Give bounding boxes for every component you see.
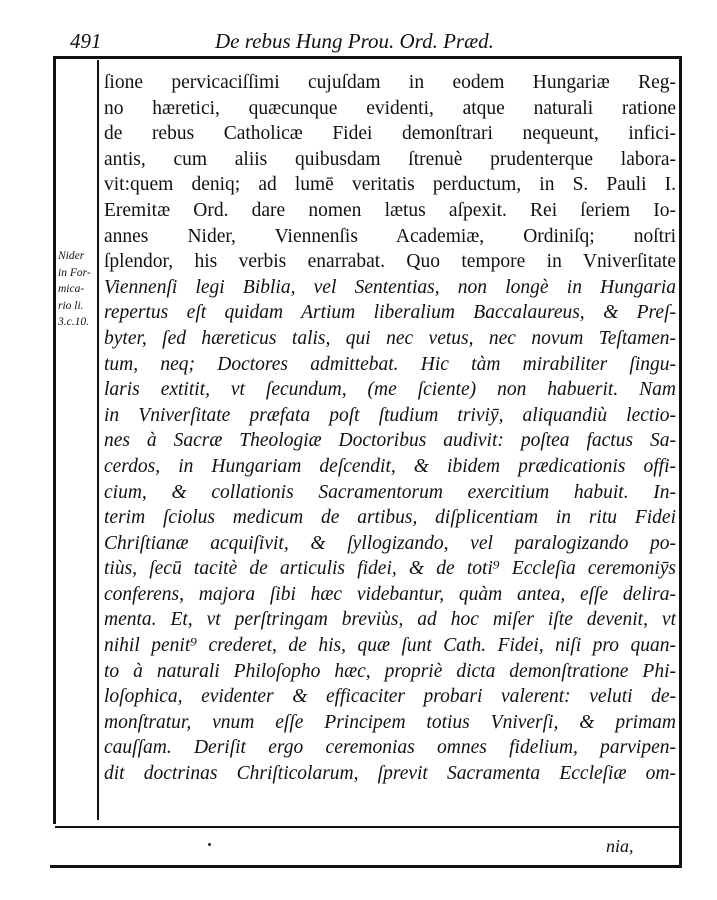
footer-rule-lower [50,865,682,868]
text-line: laris extitit, vt ſecundum, (me ſciente) non habuerit. Nam [104,379,676,401]
text-line: ſplendor, his verbis enarrabat. Quo tempore in Vniverſitate [104,251,676,273]
text-line: no hæretici, quæcunque evidenti, atque naturali ratione [104,97,676,119]
text-line: tum, neq; Doctores admittebat. Hic tàm mirabiliter ſingu- [104,353,676,375]
text-line: antis, cum aliis quibusdam ſtrenuè prudenterque labora- [104,148,676,170]
body-text [104,70,676,787]
text-line: menta. Et, vt perſtringam breviùs, ad hoc miſer iſte devenit, vt [104,609,676,631]
text-line: nes à Sacræ Theologiæ Doctoribus audivit: poſtea factus Sa- [104,430,676,452]
text-line: byter, ſed hæreticus talis, qui nec vetus, nec novum Teſtamen- [104,327,676,349]
catchword: nia, [606,836,634,856]
text-line: cerdos, in Hungariam deſcendit, & ibidem prædicationis offi- [104,455,676,477]
marginal-note-line: in For- [58,266,91,279]
text-line: Eremitæ Ord. dare nomen lætus aſpexit. Rei ſeriem Io- [104,199,676,221]
text-line: cium, & collationis Sacramentorum exercitium habuit. In- [104,481,676,503]
text-line: dit doctrinas Chriſticolarum, ſprevit Sacramenta Eccleſiæ om- [104,763,676,785]
frame-right-rule [679,56,682,866]
marginal-note-line: mica- [58,283,85,295]
text-line: annes Nider, Viennenſis Academiæ, Ordiniſq; noſtri [104,225,676,247]
text-line: Chriſtianæ acquiſivit, & ſyllogizando, vel paralogizando po- [104,532,676,554]
text-line: monſtratur, vnum eſſe Principem totius Vniverſi, & primam [104,711,676,733]
ink-speck [208,843,211,846]
text-line: in Vniverſitate præfata poſt ſtudium triviȳ, aliquandiù lectio- [104,404,676,426]
text-line: ſione pervicaciſſimi cujuſdam in eodem Hungariæ Reg- [104,72,676,93]
text-line: terim ſciolus medicum de artibus, diſplicentiam in ritu Fidei [104,507,676,529]
page-number: 491 [70,29,102,53]
text-line: repertus eſt quidam Artium liberalium Baccalaureus, & Preſ- [104,302,676,324]
frame-left-rule [53,56,56,824]
text-line: to à naturali Philoſopho hæc, propriè dicta demonſtratione Phi- [104,660,676,682]
marginal-note-line: 3.c.10. [58,316,89,328]
running-title: De rebus Hung Prou. Ord. Præd. [215,29,494,53]
text-line: Viennenſi legi Biblia, vel Sententias, non longè in Hungaria [104,276,676,298]
frame-top-rule [55,56,680,59]
text-line: vit:quem deniq; ad lumē veritatis perductum, in S. Pauli I. [104,174,676,196]
text-line: nihil penit⁹ crederet, de his, quæ ſunt Cath. Fidei, niſi pro quan- [104,635,676,657]
text-line: tiùs, ſecū tacitè de articulis fidei, & de toti⁹ Eccleſia ceremoniȳs [104,558,676,580]
text-line: cauſſam. Deriſit ergo ceremonias omnes fidelium, parvipen- [104,737,676,759]
margin-column-rule [97,60,99,820]
marginal-note [58,248,98,331]
running-head [70,26,680,56]
text-line: conferens, majora ſibi hæc videbantur, quàm antea, eſſe delira- [104,583,676,605]
footer-rule-upper [55,826,682,828]
marginal-note-line: rio li. [58,299,84,312]
marginal-note-line: Nider [58,250,85,262]
text-line: loſophica, evidenter & efficaciter probari valerent: veluti de- [104,686,676,708]
text-line: de rebus Catholicæ Fidei demonſtrari nequeunt, infici- [104,123,676,145]
